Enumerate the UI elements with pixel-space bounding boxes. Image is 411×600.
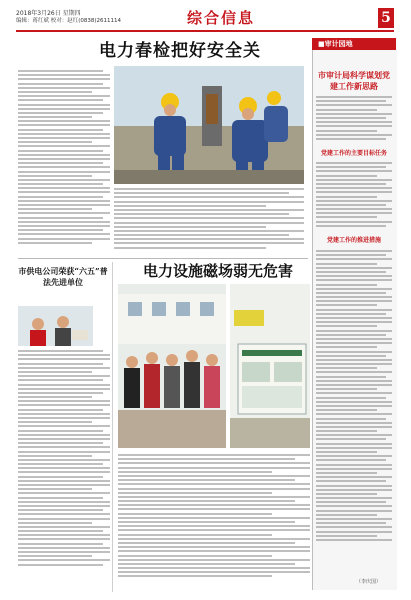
main-headline: 电力春检把好安全关 — [99, 41, 261, 61]
divider — [18, 258, 308, 259]
sidebar-subheading-measures: 党建工作的推进措施 — [326, 237, 381, 244]
award-photo — [18, 306, 93, 346]
sidebar-intro-text — [316, 96, 392, 146]
workers-photo — [114, 66, 304, 184]
editor-credits: 编辑：蒋红斌 校对：赵红(0838)2611114 — [16, 18, 122, 24]
main-article-bottom-text — [114, 188, 304, 254]
main-article-left-text — [18, 70, 110, 255]
sidebar-goals-text — [316, 162, 392, 234]
small-article-text — [18, 350, 110, 590]
sidebar-author: （李庆国） — [356, 579, 382, 585]
sidebar-subheading-goals: 党建工作的主要目标任务 — [320, 150, 387, 157]
second-article-text — [118, 454, 310, 590]
sidebar-label: ■审计园地 — [312, 38, 396, 50]
issue-date: 2018年3月26日 星期四 — [16, 10, 81, 17]
section-title: 综合信息 — [186, 9, 255, 27]
display-board-photo — [230, 284, 310, 448]
crowd-photo — [118, 284, 226, 448]
sidebar-measures-text — [316, 250, 392, 576]
column-rule — [112, 262, 113, 592]
page-number: 5 — [378, 8, 394, 28]
page-header — [16, 8, 394, 32]
second-headline: 电力设施磁场弱无危害 — [142, 262, 293, 280]
small-headline: 市供电公司荣获“六五”普法先进单位 — [18, 266, 108, 287]
sidebar-title: 市审计局科学谋划党建工作新思路 — [318, 70, 390, 91]
